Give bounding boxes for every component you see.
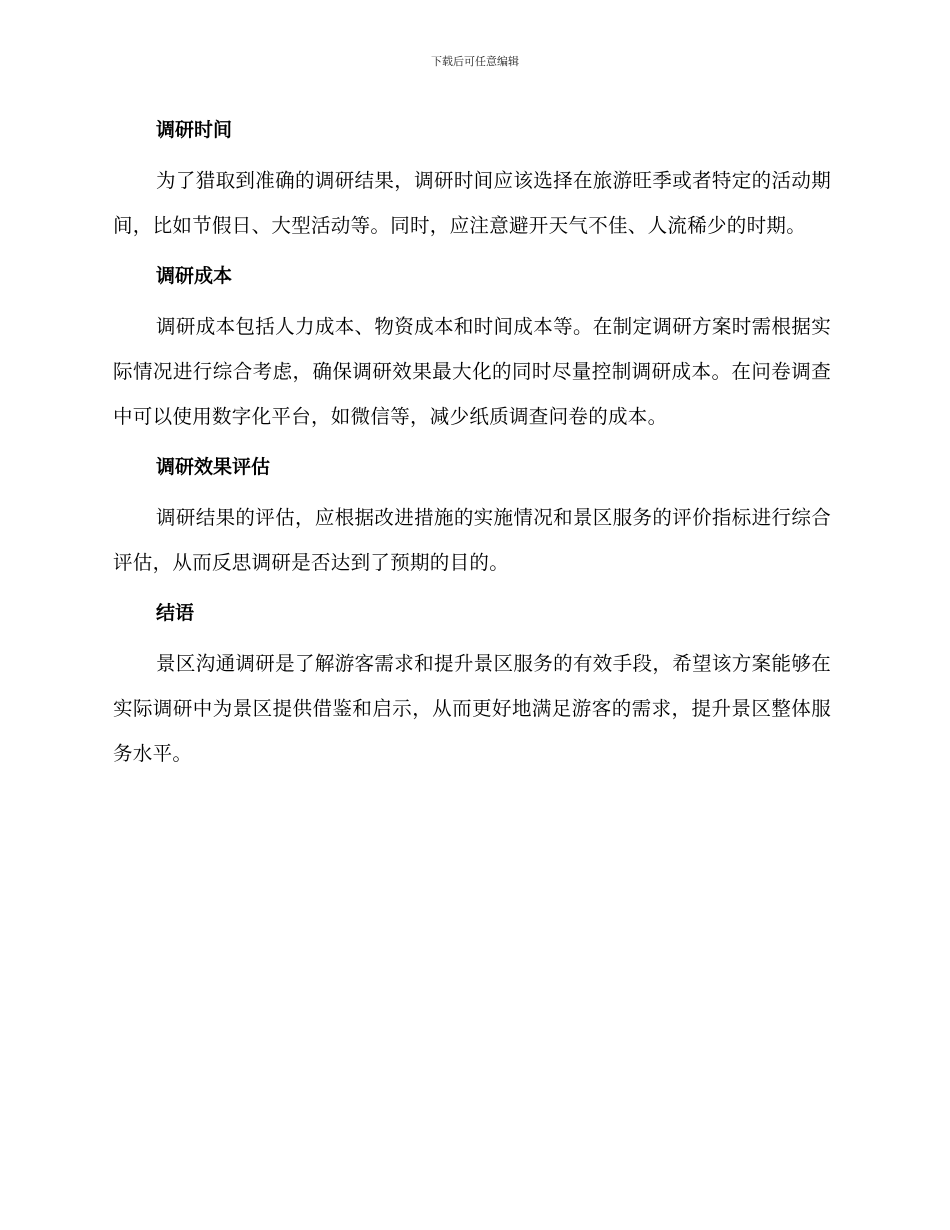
section-paragraph: 调研结果的评估，应根据改进措施的实施情况和景区服务的评价指标进行综合评估，从而反思调研是否达到了预期的目的。 bbox=[113, 506, 831, 574]
section-heading: 结语 bbox=[156, 602, 195, 624]
section-effect-evaluation bbox=[113, 449, 831, 585]
section-heading: 调研成本 bbox=[156, 265, 233, 287]
section-paragraph: 为了猎取到准确的调研结果，调研时间应该选择在旅游旺季或者特定的活动期间，比如节假日、大型活动等。同时，应注意避开天气不佳、人流稀少的时期。 bbox=[113, 169, 831, 237]
document-body bbox=[113, 112, 831, 786]
section-heading: 调研时间 bbox=[156, 119, 233, 141]
section-paragraph: 景区沟通调研是了解游客需求和提升景区服务的有效手段，希望该方案能够在实际调研中为景区提供借鉴和启示，从而更好地满足游客的需求，提升景区整体服务水平。 bbox=[113, 652, 831, 765]
section-research-time bbox=[113, 112, 831, 248]
section-heading: 调研效果评估 bbox=[156, 456, 271, 478]
section-research-cost bbox=[113, 258, 831, 439]
page-header: 下载后可任意编辑 bbox=[431, 55, 519, 68]
section-conclusion bbox=[113, 595, 831, 776]
section-paragraph: 调研成本包括人力成本、物资成本和时间成本等。在制定调研方案时需根据实际情况进行综合考虑，确保调研效果最大化的同时尽量控制调研成本。在问卷调查中可以使用数字化平台，如微信等，减少纸质调查问卷的成本。 bbox=[113, 315, 831, 428]
